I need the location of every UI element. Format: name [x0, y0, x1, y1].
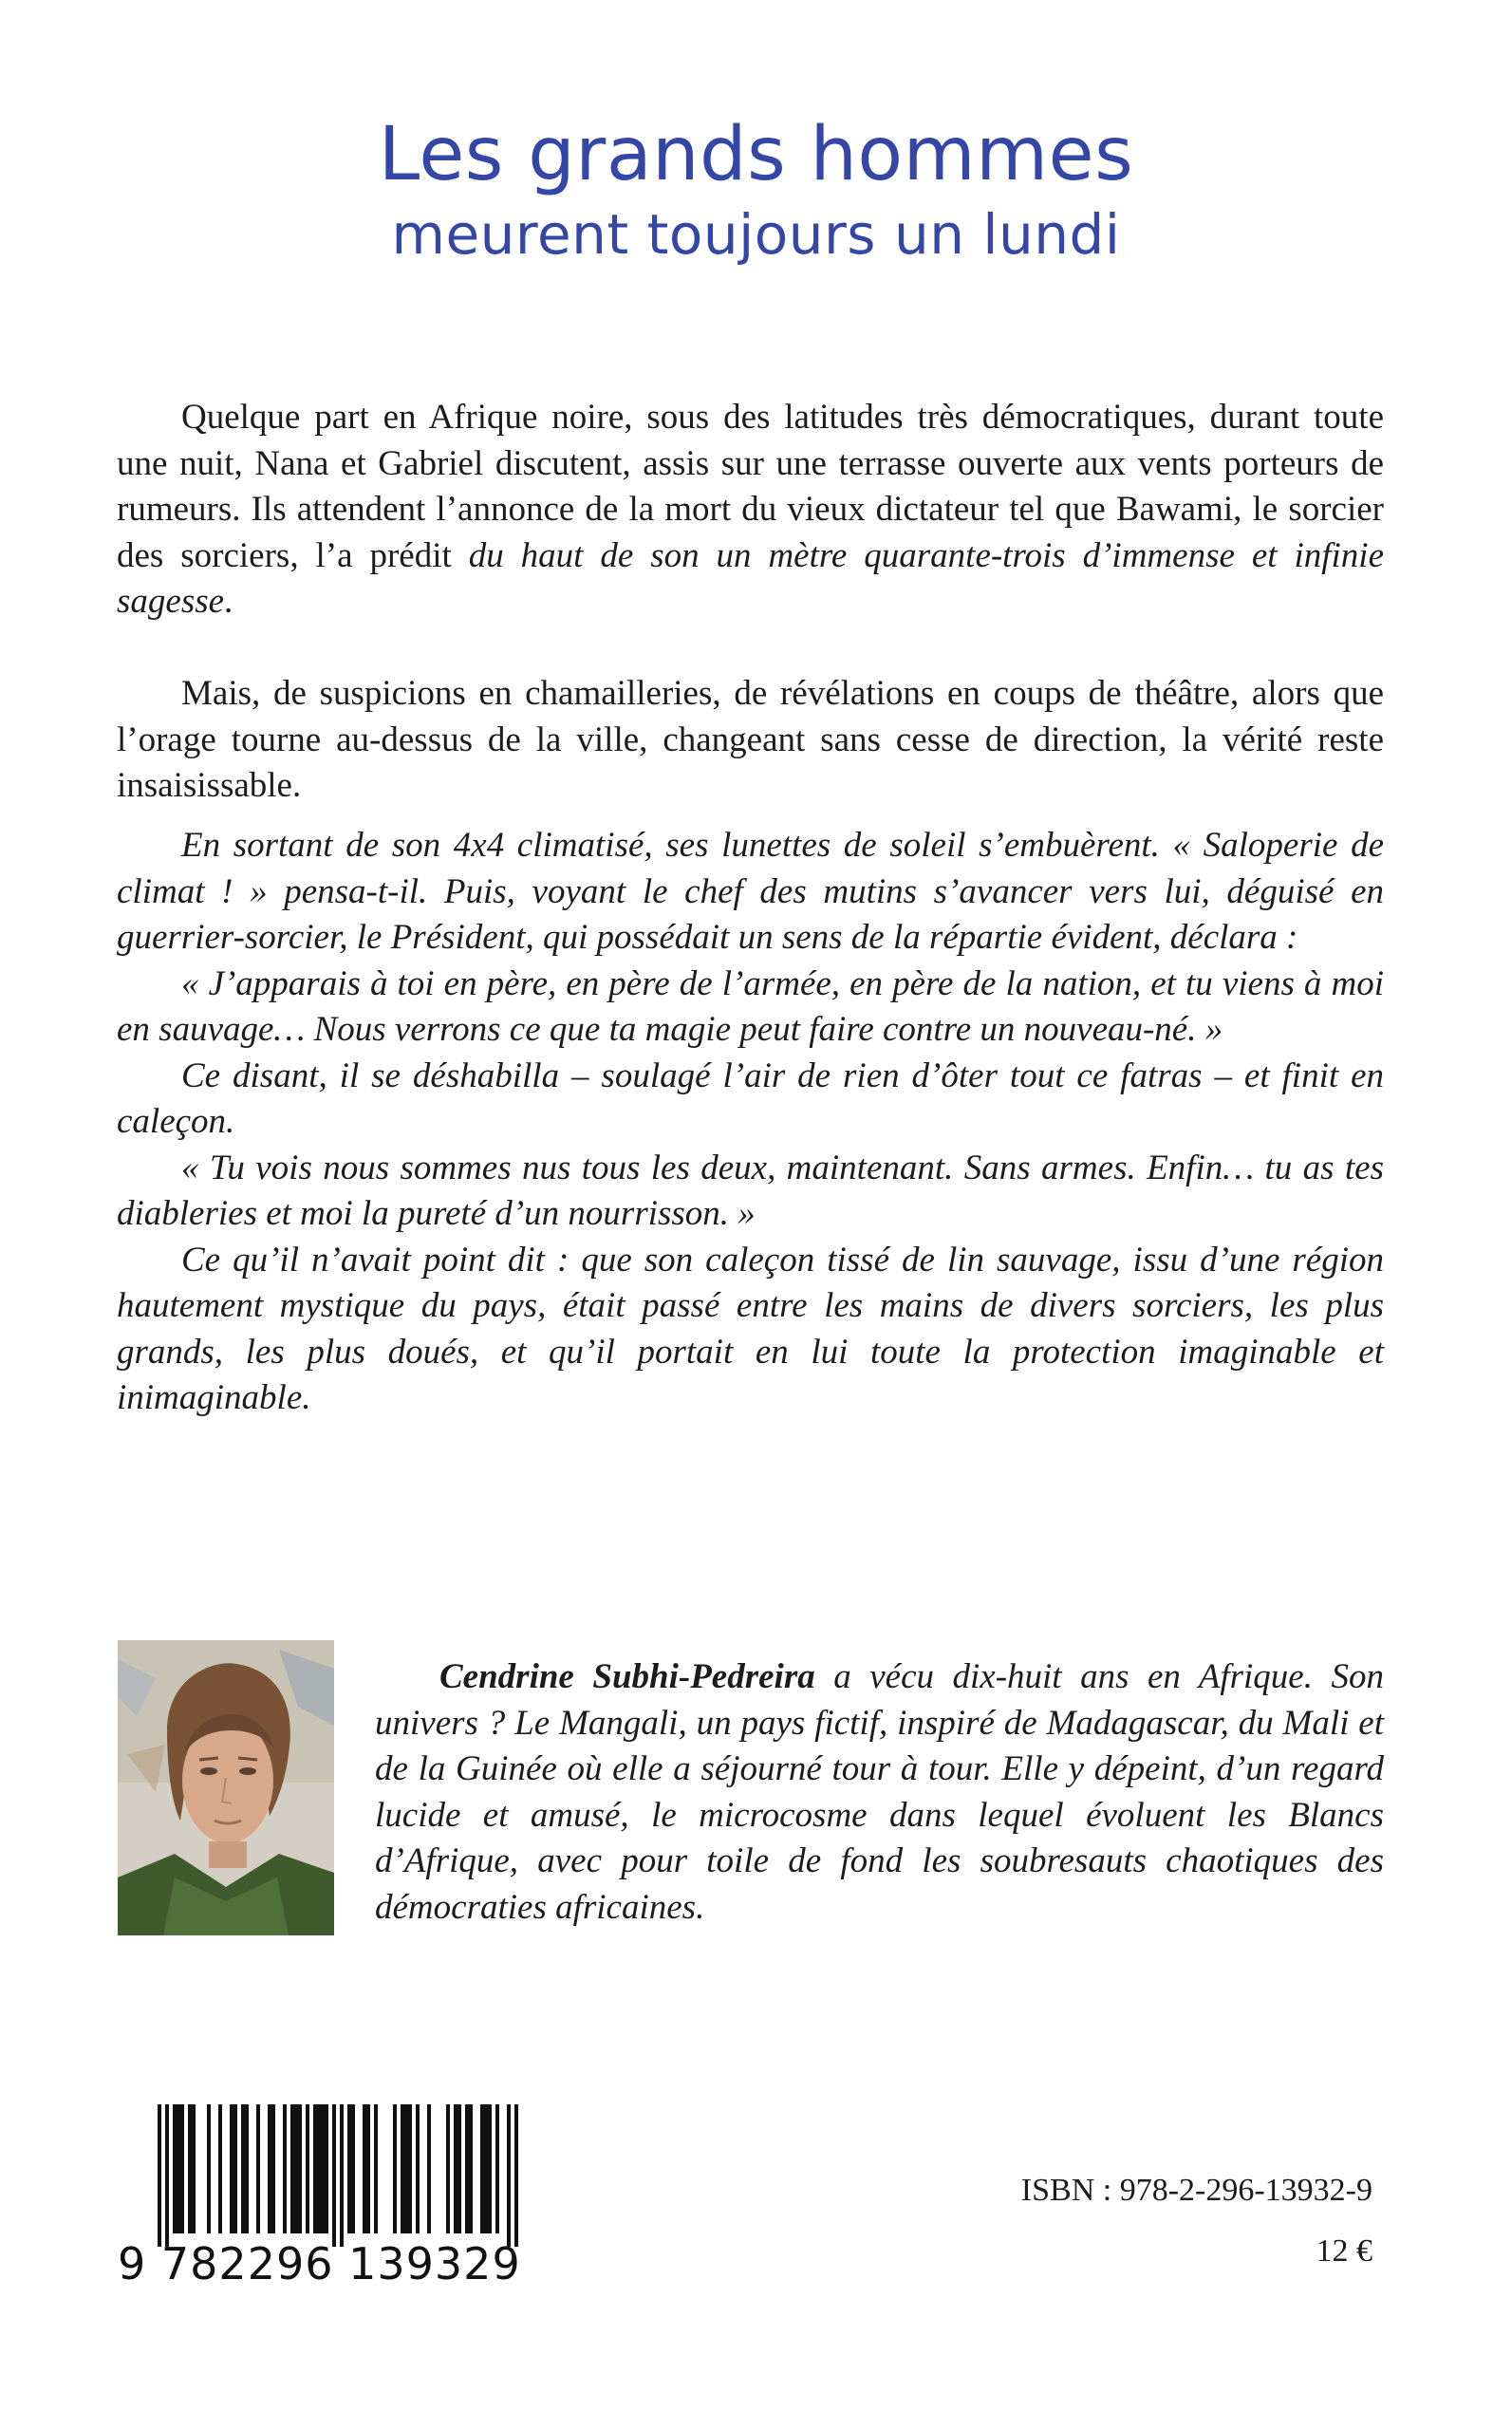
excerpt-paragraph: Ce disant, il se déshabilla – soulagé l’air de rien d’ôter tout ce fatras – et finit en caleçon. [117, 1056, 1384, 1141]
summary-paragraph-1-text: Quelque part en Afrique noire, sous des latitudes très démocratiques, durant toute une nuit, Nana et Gabriel discutent, assis sur une terrasse ouverte aux vents porteurs de rumeurs. Ils attendent l’annonce de la mort du vieux dictateur tel que Bawami, le sorcier des sorciers, l’a prédit [117, 398, 1384, 575]
barcode-bar [366, 2104, 370, 2233]
summary-paragraph-1 [117, 395, 1384, 626]
barcode-bar [233, 2104, 237, 2233]
barcode-bar [374, 2104, 378, 2233]
barcode-bar [188, 2104, 192, 2233]
barcode-bar [332, 2104, 336, 2247]
excerpt-paragraph: « Tu vois nous sommes nus tous les deux, maintenant. Sans armes. Enfin… tu as tes diableries et moi la pureté d’un nourrisson. » [117, 1148, 1384, 1233]
barcode-bar [340, 2104, 344, 2247]
barcode-bar [165, 2104, 169, 2247]
barcode-bar [469, 2104, 473, 2233]
barcode-bar [321, 2104, 325, 2233]
barcode-bar [317, 2104, 321, 2233]
barcode-bar [245, 2104, 249, 2233]
barcode-bar [480, 2104, 484, 2233]
barcode-bar [180, 2104, 184, 2233]
barcode-bar [271, 2104, 275, 2233]
excerpt-paragraph: « J’apparais à toi en père, en père de l’armée, en père de la nation, et tu viens à moi en sauvage… Nous verrons ce que ta magie peut faire contre un nouveau-né. » [117, 963, 1384, 1049]
barcode-bar [241, 2104, 245, 2233]
barcode-bar [347, 2104, 351, 2233]
excerpt-paragraph: En sortant de son 4x4 climatisé, ses lunettes de soleil s’embuèrent. « Saloperie de climat ! » pensa-t-il. Puis, voyant le chef des mutins s’avancer vers lui, déguisé en guerrier-sorcier, le Président, qui possédait un sens de la répartie évident, déclara : [117, 826, 1384, 957]
barcode-bar [408, 2104, 412, 2233]
barcode-bar [404, 2104, 408, 2233]
excerpt-paragraph: Ce qu’il n’avait point dit : que son caleçon tissé de lin sauvage, issu d’une région hautement mystique du pays, était passé entre les mains de divers sorciers, les plus grands, les plus doués, et qu’il portait en lui toute la protection imaginable et inimaginable. [117, 1240, 1384, 1417]
price: 12 € [1316, 2233, 1372, 2269]
barcode-bar [218, 2104, 222, 2233]
barcode-bar [306, 2104, 309, 2233]
barcode-bar [177, 2104, 180, 2233]
barcode-bar [230, 2104, 233, 2233]
summary-paragraph-1-end: . [224, 582, 233, 621]
barcode-bar [283, 2104, 287, 2233]
barcode-bar [268, 2104, 271, 2233]
barcode-bar [427, 2104, 431, 2233]
barcode-bar [507, 2104, 511, 2247]
book-subtitle: meurent toujours un lundi [391, 202, 1121, 267]
barcode-bar [495, 2104, 499, 2233]
barcode-bar [256, 2104, 260, 2233]
barcode-bar [313, 2104, 317, 2233]
author-portrait-image [118, 1640, 334, 1935]
barcode-bar [363, 2104, 366, 2233]
barcode-bar [488, 2104, 492, 2233]
barcode-bar [514, 2104, 518, 2247]
barcode-bar [465, 2104, 469, 2233]
author-bio [375, 1654, 1384, 1931]
book-title: Les grands hommes [378, 112, 1134, 197]
barcode-bar [484, 2104, 488, 2233]
barcode-bar [298, 2104, 302, 2233]
isbn: ISBN : 978-2-296-13932-9 [1020, 2173, 1372, 2208]
author-photo [118, 1640, 334, 1935]
summary-paragraph-1-italic: du haut de son un mètre quarante-trois d’immense et infinie sagesse [117, 535, 1384, 621]
book-excerpt [117, 823, 1384, 1422]
barcode-bar [158, 2104, 161, 2247]
barcode-bar [457, 2104, 461, 2233]
barcode-bar [454, 2104, 457, 2233]
author-bio-text: a vécu dix-huit ans en Afrique. Son univers ? Le Mangali, un pays fictif, inspiré de Madagascar, du Mali et de la Guinée où elle a séjourné tour à tour. Elle y dépeint, d’un regard lucide et amusé, le microcosme dans lequel évoluent les Blancs d’Afrique, avec pour toile de fond les soubresauts chaotiques des démocraties africaines. [375, 1657, 1384, 1927]
barcode-bar [173, 2104, 177, 2233]
barcode-bar [207, 2104, 211, 2233]
summary-paragraph-2: Mais, de suspicions en chamailleries, de révélations en coups de théâtre, alors que l’orage tourne au-dessus de la ville, changeant sans cesse de direction, la vérité reste insaisissable. [117, 674, 1384, 805]
barcode-bar [290, 2104, 294, 2233]
barcode-bar [446, 2104, 450, 2233]
barcode-bar [325, 2104, 328, 2233]
barcode-bar [192, 2104, 196, 2233]
barcode-bars [118, 2104, 554, 2247]
barcode-bar [401, 2104, 404, 2233]
barcode-bar [393, 2104, 397, 2233]
author-name: Cendrine Subhi-Pedreira [439, 1657, 815, 1696]
barcode-bar [416, 2104, 420, 2233]
barcode-bar [294, 2104, 298, 2233]
barcode-number: 9 782296 139329 [118, 2238, 521, 2289]
barcode-bar [351, 2104, 355, 2233]
